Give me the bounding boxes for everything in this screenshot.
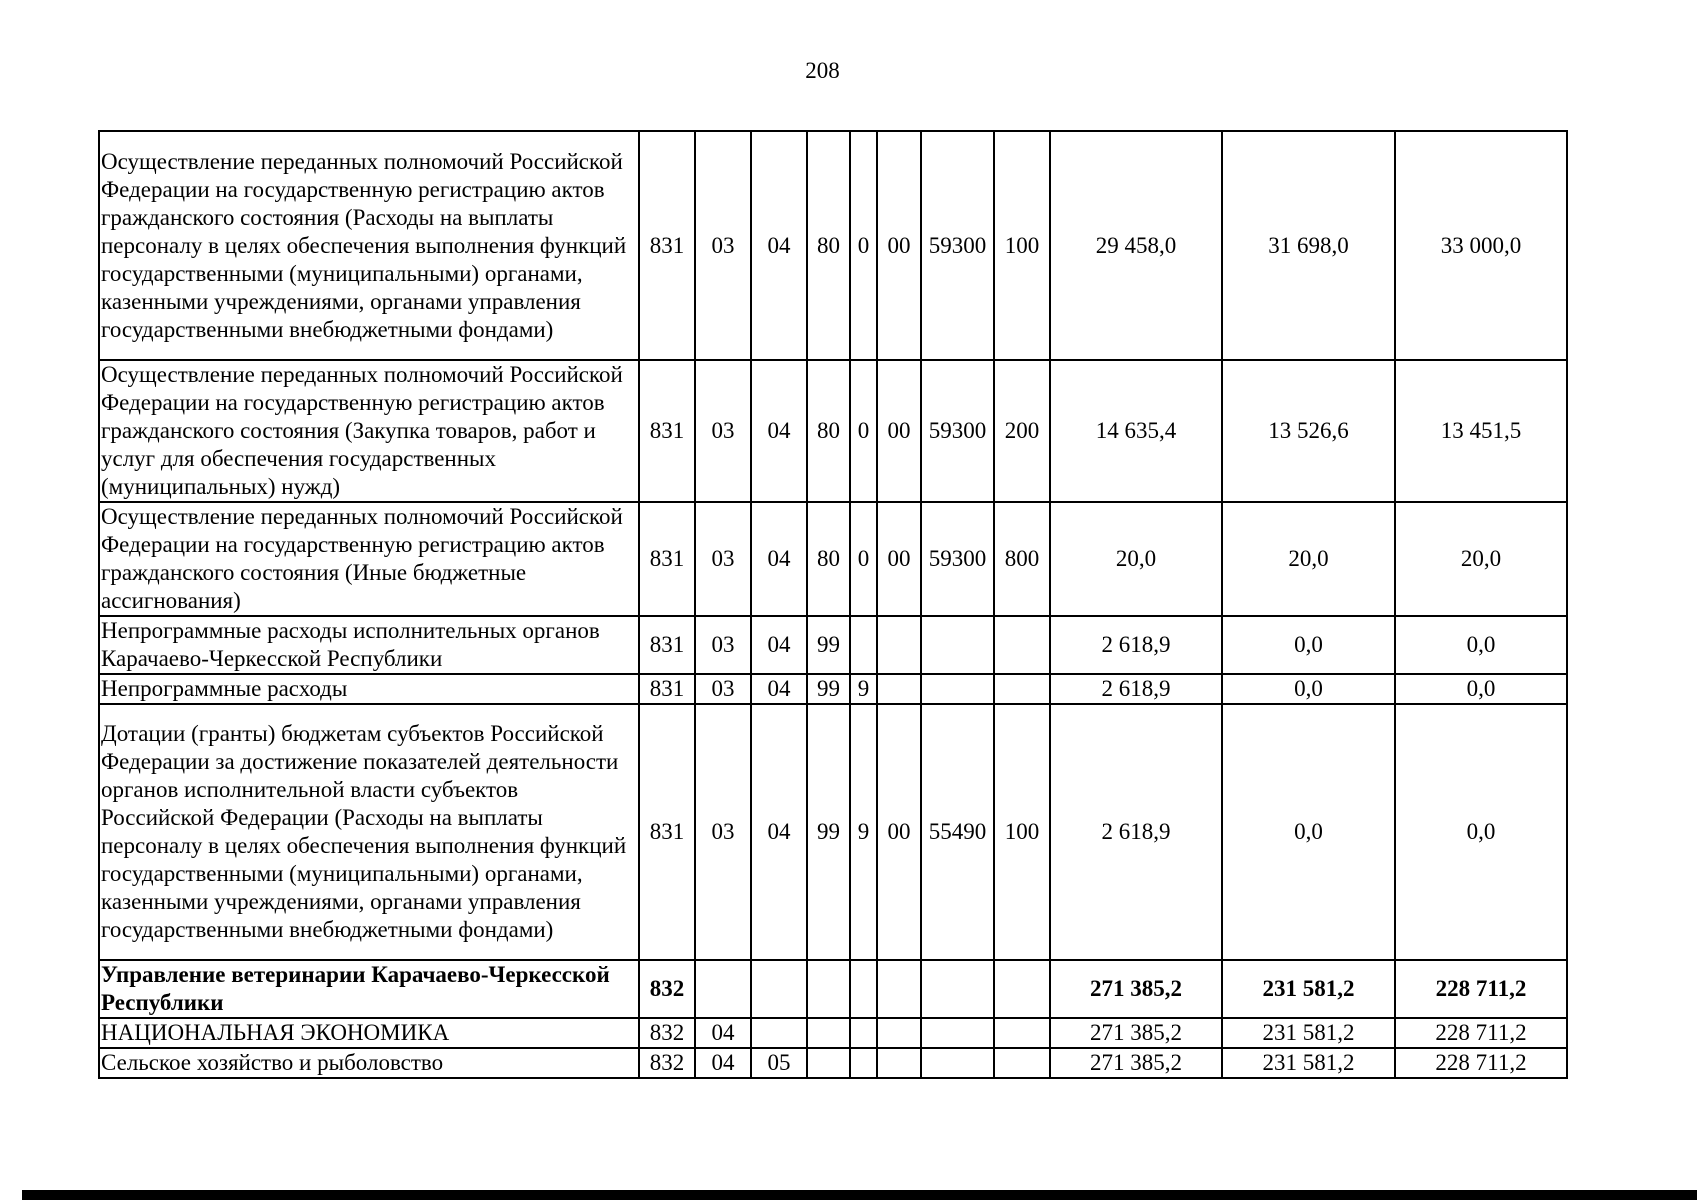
vr-cell: 100 — [994, 131, 1050, 360]
pr-cell: 04 — [751, 360, 807, 502]
sum-year1-cell: 271 385,2 — [1050, 1048, 1222, 1078]
sum-year3-cell: 13 451,5 — [1395, 360, 1567, 502]
cs-direction-cell: 55490 — [921, 704, 994, 960]
vr-cell — [994, 960, 1050, 1018]
rz-cell: 03 — [695, 131, 751, 360]
sum-year2-cell: 13 526,6 — [1222, 360, 1395, 502]
table-row — [99, 616, 1567, 674]
table-row — [99, 674, 1567, 704]
cs-subprogram-cell: 9 — [850, 674, 877, 704]
table-row — [99, 960, 1567, 1018]
sum-year3-cell: 0,0 — [1395, 616, 1567, 674]
pr-cell: 04 — [751, 704, 807, 960]
cs-program-cell — [807, 1048, 850, 1078]
page-number: 208 — [805, 58, 840, 83]
table-row — [99, 1048, 1567, 1078]
row-name-cell: Непрограммные расходы исполнительных органов Карачаево-Черкесской Республики — [99, 616, 639, 674]
sum-year3-cell: 228 711,2 — [1395, 1048, 1567, 1078]
cs-event-cell: 00 — [877, 502, 921, 616]
sum-year3-cell: 228 711,2 — [1395, 960, 1567, 1018]
cs-program-cell: 99 — [807, 674, 850, 704]
rz-cell: 03 — [695, 502, 751, 616]
cs-event-cell: 00 — [877, 704, 921, 960]
table-row — [99, 502, 1567, 616]
sum-year3-cell: 20,0 — [1395, 502, 1567, 616]
row-name-cell: Непрограммные расходы — [99, 674, 639, 704]
sum-year1-cell: 2 618,9 — [1050, 674, 1222, 704]
sum-year3-cell: 0,0 — [1395, 674, 1567, 704]
table-row — [99, 704, 1567, 960]
vr-cell — [994, 616, 1050, 674]
sum-year2-cell: 20,0 — [1222, 502, 1395, 616]
cs-program-cell: 80 — [807, 360, 850, 502]
row-name-cell: Управление ветеринарии Карачаево-Черкесской Республики — [99, 960, 639, 1018]
cs-subprogram-cell — [850, 960, 877, 1018]
cs-event-cell — [877, 960, 921, 1018]
cs-direction-cell — [921, 616, 994, 674]
sum-year1-cell: 20,0 — [1050, 502, 1222, 616]
cs-direction-cell — [921, 1048, 994, 1078]
sum-year2-cell: 31 698,0 — [1222, 131, 1395, 360]
row-name-cell: Сельское хозяйство и рыболовство — [99, 1048, 639, 1078]
cs-direction-cell: 59300 — [921, 131, 994, 360]
cs-subprogram-cell: 0 — [850, 502, 877, 616]
ved-cell: 831 — [639, 704, 695, 960]
pr-cell: 04 — [751, 616, 807, 674]
cs-event-cell: 00 — [877, 131, 921, 360]
cs-program-cell: 80 — [807, 502, 850, 616]
sum-year1-cell: 271 385,2 — [1050, 1018, 1222, 1048]
cs-subprogram-cell — [850, 616, 877, 674]
pr-cell — [751, 960, 807, 1018]
rz-cell: 03 — [695, 360, 751, 502]
cs-subprogram-cell — [850, 1018, 877, 1048]
cs-direction-cell — [921, 960, 994, 1018]
cs-program-cell — [807, 1018, 850, 1048]
pr-cell: 04 — [751, 131, 807, 360]
rz-cell: 03 — [695, 674, 751, 704]
sum-year2-cell: 231 581,2 — [1222, 1018, 1395, 1048]
cs-event-cell — [877, 1048, 921, 1078]
sum-year2-cell: 231 581,2 — [1222, 960, 1395, 1018]
row-name-cell: НАЦИОНАЛЬНАЯ ЭКОНОМИКА — [99, 1018, 639, 1048]
sum-year2-cell: 0,0 — [1222, 704, 1395, 960]
ved-cell: 831 — [639, 360, 695, 502]
vr-cell: 800 — [994, 502, 1050, 616]
cs-program-cell: 99 — [807, 616, 850, 674]
vr-cell — [994, 1048, 1050, 1078]
ved-cell: 832 — [639, 1018, 695, 1048]
ved-cell: 831 — [639, 616, 695, 674]
row-name-cell: Осуществление переданных полномочий Российской Федерации на государственную регистрацию актов гражданского состояния (Закупка товаров, работ и услуг для обеспечения государственных (муниципальных) нужд) — [99, 360, 639, 502]
sum-year1-cell: 14 635,4 — [1050, 360, 1222, 502]
cs-program-cell — [807, 960, 850, 1018]
table-row — [99, 360, 1567, 502]
cs-event-cell — [877, 616, 921, 674]
table-row — [99, 131, 1567, 360]
cs-direction-cell: 59300 — [921, 502, 994, 616]
row-name-cell: Осуществление переданных полномочий Российской Федерации на государственную регистрацию актов гражданского состояния (Иные бюджетные ассигнования) — [99, 502, 639, 616]
cs-event-cell — [877, 674, 921, 704]
ved-cell: 831 — [639, 502, 695, 616]
sum-year1-cell: 271 385,2 — [1050, 960, 1222, 1018]
cs-subprogram-cell: 0 — [850, 131, 877, 360]
sum-year3-cell: 33 000,0 — [1395, 131, 1567, 360]
pr-cell: 04 — [751, 674, 807, 704]
sum-year2-cell: 231 581,2 — [1222, 1048, 1395, 1078]
sum-year1-cell: 2 618,9 — [1050, 616, 1222, 674]
rz-cell: 03 — [695, 704, 751, 960]
pr-cell: 04 — [751, 502, 807, 616]
rz-cell: 03 — [695, 616, 751, 674]
vr-cell: 200 — [994, 360, 1050, 502]
rz-cell: 04 — [695, 1018, 751, 1048]
ved-cell: 832 — [639, 1048, 695, 1078]
sum-year1-cell: 2 618,9 — [1050, 704, 1222, 960]
cs-subprogram-cell: 0 — [850, 360, 877, 502]
cs-subprogram-cell — [850, 1048, 877, 1078]
cs-direction-cell — [921, 674, 994, 704]
table-row — [99, 1018, 1567, 1048]
vr-cell — [994, 1018, 1050, 1048]
rz-cell — [695, 960, 751, 1018]
sum-year2-cell: 0,0 — [1222, 616, 1395, 674]
ved-cell: 832 — [639, 960, 695, 1018]
sum-year1-cell: 29 458,0 — [1050, 131, 1222, 360]
ved-cell: 831 — [639, 131, 695, 360]
vr-cell — [994, 674, 1050, 704]
sum-year3-cell: 228 711,2 — [1395, 1018, 1567, 1048]
vr-cell: 100 — [994, 704, 1050, 960]
cs-direction-cell: 59300 — [921, 360, 994, 502]
sum-year3-cell: 0,0 — [1395, 704, 1567, 960]
cs-event-cell: 00 — [877, 360, 921, 502]
pr-cell: 05 — [751, 1048, 807, 1078]
cs-program-cell: 99 — [807, 704, 850, 960]
row-name-cell: Дотации (гранты) бюджетам субъектов Российской Федерации за достижение показателей деятельности органов исполнительной власти субъектов Российской Федерации (Расходы на выплаты персоналу в целях обеспечения выполнения функций государственными (муниципальными) органами, казенными учреждениями, органами управления государственными внебюджетными фондами) — [99, 704, 639, 960]
cs-subprogram-cell: 9 — [850, 704, 877, 960]
cs-event-cell — [877, 1018, 921, 1048]
cs-program-cell: 80 — [807, 131, 850, 360]
row-name-cell: Осуществление переданных полномочий Российской Федерации на государственную регистрацию актов гражданского состояния (Расходы на выплаты персоналу в целях обеспечения выполнения функций государственными (муниципальными) органами, казенными учреждениями, органами управления государственными внебюджетными фондами) — [99, 131, 639, 360]
budget-table — [98, 130, 1568, 1079]
page-bottom-border — [22, 1190, 1697, 1200]
cs-direction-cell — [921, 1018, 994, 1048]
sum-year2-cell: 0,0 — [1222, 674, 1395, 704]
pr-cell — [751, 1018, 807, 1048]
rz-cell: 04 — [695, 1048, 751, 1078]
ved-cell: 831 — [639, 674, 695, 704]
